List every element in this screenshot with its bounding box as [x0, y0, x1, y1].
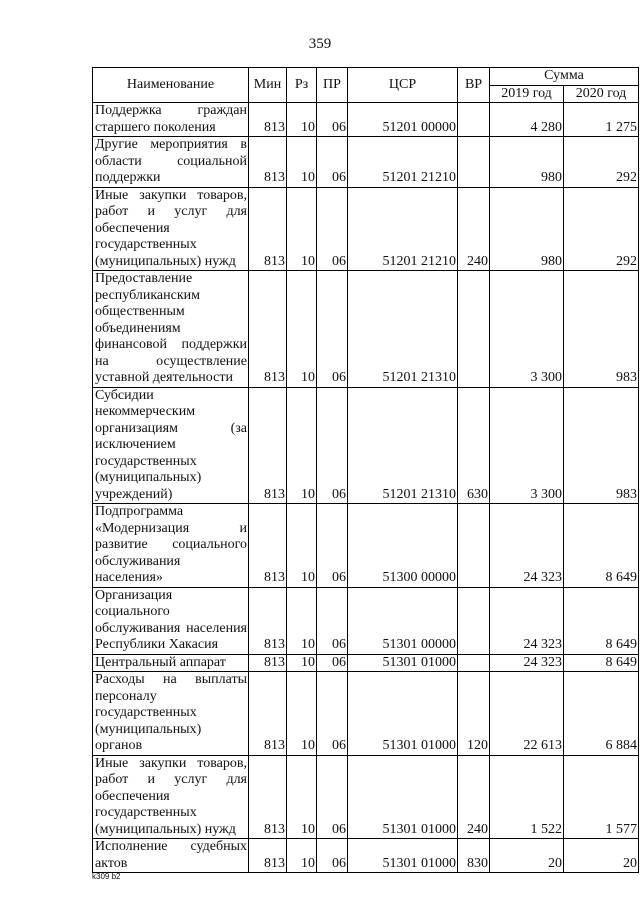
cell-name: Подпрограмма «Модернизация и развитие социального обслуживания населения»: [93, 504, 249, 588]
cell-pr: 06: [317, 387, 348, 504]
table-header-row: [93, 68, 639, 86]
cell-2019: 20: [490, 839, 564, 873]
cell-2020: 8 649: [564, 654, 639, 672]
header-pr: ПР: [317, 68, 348, 103]
cell-rz: 10: [287, 672, 317, 756]
cell-csr: 51201 21310: [348, 271, 458, 388]
cell-pr: 06: [317, 504, 348, 588]
cell-2019: 4 280: [490, 103, 564, 137]
cell-2020: 1 275: [564, 103, 639, 137]
header-min: Мин: [249, 68, 287, 103]
cell-2020: 8 649: [564, 587, 639, 654]
cell-2020: 20: [564, 839, 639, 873]
cell-2020: 983: [564, 271, 639, 388]
cell-vr: [458, 504, 490, 588]
cell-min: 813: [249, 654, 287, 672]
cell-2019: 24 323: [490, 654, 564, 672]
cell-name: Поддержка граждан старшего поколения: [93, 103, 249, 137]
cell-2019: 3 300: [490, 271, 564, 388]
cell-name: Субсидии некоммерческим организациям (за исключением государственных (муниципальных) учреждений): [93, 387, 249, 504]
cell-min: 813: [249, 839, 287, 873]
cell-rz: 10: [287, 271, 317, 388]
header-year-2019: 2019 год: [490, 85, 564, 103]
cell-2019: 980: [490, 137, 564, 188]
cell-2020: 6 884: [564, 672, 639, 756]
footer-code: k309 b2: [92, 872, 121, 881]
cell-vr: [458, 137, 490, 188]
cell-name: Иные закупки товаров, работ и услуг для обеспечения государственных (муниципальных) нужд: [93, 187, 249, 271]
cell-name: Исполнение судебных актов: [93, 839, 249, 873]
cell-rz: 10: [287, 504, 317, 588]
cell-pr: 06: [317, 839, 348, 873]
cell-rz: 10: [287, 187, 317, 271]
cell-min: 813: [249, 187, 287, 271]
cell-pr: 06: [317, 654, 348, 672]
cell-2020: 292: [564, 187, 639, 271]
cell-rz: 10: [287, 103, 317, 137]
cell-csr: 51201 21210: [348, 187, 458, 271]
cell-rz: 10: [287, 755, 317, 839]
table-row: [93, 755, 639, 839]
cell-2019: 3 300: [490, 387, 564, 504]
cell-min: 813: [249, 755, 287, 839]
cell-csr: 51201 21210: [348, 137, 458, 188]
cell-name: Иные закупки товаров, работ и услуг для обеспечения государственных (муниципальных) нужд: [93, 755, 249, 839]
page-number: 359: [308, 36, 332, 52]
cell-name: Расходы на выплаты персоналу государственных (муниципальных) органов: [93, 672, 249, 756]
table-row: [93, 587, 639, 654]
cell-pr: 06: [317, 755, 348, 839]
cell-min: 813: [249, 387, 287, 504]
cell-rz: 10: [287, 839, 317, 873]
cell-min: 813: [249, 103, 287, 137]
cell-rz: 10: [287, 654, 317, 672]
cell-name: Центральный аппарат: [93, 654, 249, 672]
table-row: [93, 137, 639, 188]
cell-min: 813: [249, 137, 287, 188]
budget-table: [92, 67, 639, 873]
cell-pr: 06: [317, 587, 348, 654]
cell-min: 813: [249, 587, 287, 654]
cell-vr: 830: [458, 839, 490, 873]
header-vr: ВР: [458, 68, 490, 103]
cell-pr: 06: [317, 672, 348, 756]
cell-vr: [458, 587, 490, 654]
table-row: [93, 839, 639, 873]
header-sum: Сумма: [490, 68, 639, 86]
cell-vr: 240: [458, 755, 490, 839]
cell-2019: 24 323: [490, 504, 564, 588]
cell-csr: 51300 00000: [348, 504, 458, 588]
header-name: Наименование: [93, 68, 249, 103]
cell-csr: 51201 21310: [348, 387, 458, 504]
cell-rz: 10: [287, 587, 317, 654]
cell-vr: 240: [458, 187, 490, 271]
cell-2019: 1 522: [490, 755, 564, 839]
cell-pr: 06: [317, 137, 348, 188]
cell-vr: [458, 271, 490, 388]
header-year-2020: 2020 год: [564, 85, 639, 103]
table-row: [93, 187, 639, 271]
cell-rz: 10: [287, 137, 317, 188]
cell-vr: [458, 103, 490, 137]
cell-vr: [458, 654, 490, 672]
cell-pr: 06: [317, 271, 348, 388]
cell-2020: 292: [564, 137, 639, 188]
cell-csr: 51301 01000: [348, 755, 458, 839]
cell-vr: 630: [458, 387, 490, 504]
cell-2020: 8 649: [564, 504, 639, 588]
table-row: [93, 271, 639, 388]
table-row: [93, 672, 639, 756]
cell-csr: 51301 01000: [348, 672, 458, 756]
cell-2019: 980: [490, 187, 564, 271]
cell-2020: 1 577: [564, 755, 639, 839]
cell-csr: 51201 00000: [348, 103, 458, 137]
cell-2019: 22 613: [490, 672, 564, 756]
table-row: [93, 504, 639, 588]
cell-csr: 51301 01000: [348, 839, 458, 873]
cell-2020: 983: [564, 387, 639, 504]
cell-csr: 51301 00000: [348, 587, 458, 654]
cell-csr: 51301 01000: [348, 654, 458, 672]
table-row: [93, 103, 639, 137]
cell-name: Другие мероприятия в области социальной поддержки: [93, 137, 249, 188]
cell-name: Предоставление республиканским общественным объединениям финансовой поддержки на осуществление уставной деятельности: [93, 271, 249, 388]
cell-vr: 120: [458, 672, 490, 756]
cell-name: Организация социального обслуживания населения Республики Хакасия: [93, 587, 249, 654]
header-rz: Рз: [287, 68, 317, 103]
cell-min: 813: [249, 672, 287, 756]
cell-pr: 06: [317, 103, 348, 137]
cell-min: 813: [249, 504, 287, 588]
cell-rz: 10: [287, 387, 317, 504]
table-row: [93, 654, 639, 672]
cell-pr: 06: [317, 187, 348, 271]
header-csr: ЦСР: [348, 68, 458, 103]
cell-min: 813: [249, 271, 287, 388]
table-row: [93, 387, 639, 504]
cell-2019: 24 323: [490, 587, 564, 654]
